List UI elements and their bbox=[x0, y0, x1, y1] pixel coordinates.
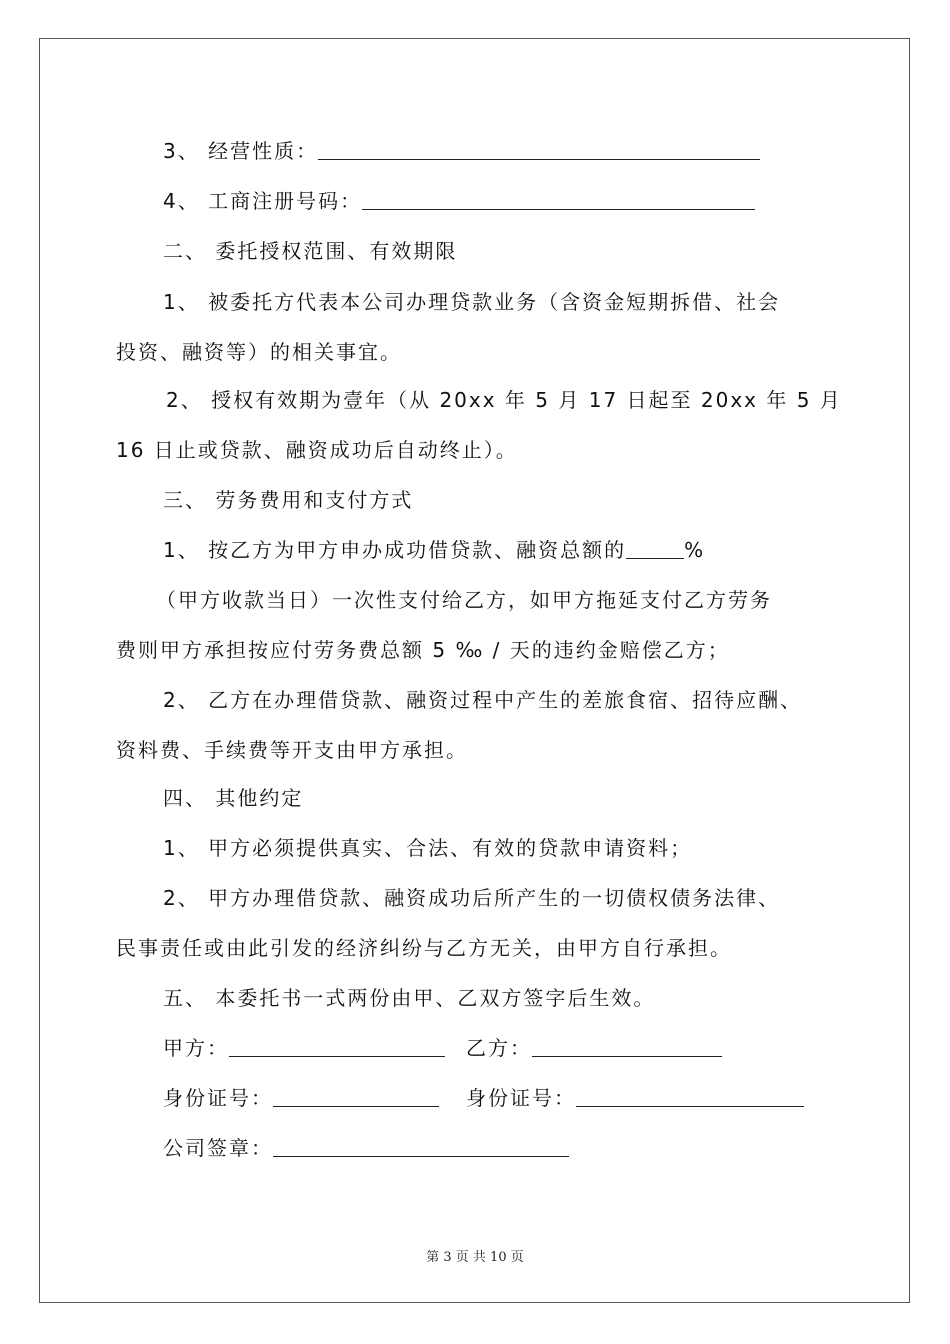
sign-party-b-label: 乙方： bbox=[466, 1036, 532, 1060]
sign-id-a-label: 身份证号： bbox=[163, 1086, 273, 1110]
sign-seal-label: 公司签章： bbox=[163, 1136, 273, 1160]
sign-id-b-label: 身份证号： bbox=[466, 1086, 576, 1110]
section4-item2-line1: 2、 甲方办理借贷款、融资成功后所产生的一切债权债务法律、 bbox=[163, 886, 781, 910]
section2-item2-line1: 2、 授权有效期为壹年（从 20xx 年 5 月 17 日起至 20xx 年 5 月 bbox=[166, 388, 842, 412]
party-b-blank[interactable] bbox=[532, 1032, 722, 1057]
id-b-blank[interactable] bbox=[576, 1082, 804, 1107]
sign-id-a bbox=[163, 1080, 439, 1116]
sign-id-b bbox=[466, 1080, 804, 1116]
field-reg-no bbox=[163, 183, 755, 219]
percent-sign: % bbox=[684, 538, 706, 562]
page-footer: 第 3 页 共 10 页 bbox=[426, 1250, 524, 1265]
field-reg-no-label: 4、 工商注册号码： bbox=[163, 189, 363, 213]
field-nature-blank[interactable] bbox=[318, 135, 760, 160]
section4-heading: 四、 其他约定 bbox=[163, 786, 304, 810]
section4-item2-line2: 民事责任或由此引发的经济纠纷与乙方无关，由甲方自行承担。 bbox=[116, 936, 732, 960]
section5-heading: 五、 本委托书一式两份由甲、乙双方签字后生效。 bbox=[163, 986, 656, 1010]
section2-item1-line2: 投资、融资等）的相关事宜。 bbox=[116, 340, 402, 364]
section3-item2-line2: 资料费、手续费等开支由甲方承担。 bbox=[116, 738, 468, 762]
section2-item1-line1: 1、 被委托方代表本公司办理贷款业务（含资金短期拆借、社会 bbox=[163, 290, 781, 314]
section3-item1-line3: 费则甲方承担按应付劳务费总额 5 ‰ / 天的违约金赔偿乙方； bbox=[116, 638, 730, 662]
section3-item2-line1: 2、 乙方在办理借贷款、融资过程中产生的差旅食宿、招待应酬、 bbox=[163, 688, 803, 712]
section3-item1-text: 1、 按乙方为甲方申办成功借贷款、融资总额的 bbox=[163, 538, 627, 562]
sign-party-a bbox=[163, 1030, 445, 1066]
sign-party-b bbox=[466, 1030, 722, 1066]
fee-percent-blank[interactable] bbox=[626, 534, 684, 559]
section2-item2-line2: 16 日止或贷款、融资成功后自动终止）。 bbox=[116, 438, 518, 462]
party-a-blank[interactable] bbox=[229, 1032, 445, 1057]
sign-seal bbox=[163, 1130, 569, 1166]
sign-party-a-label: 甲方： bbox=[163, 1036, 229, 1060]
section3-item1-line2: （甲方收款当日）一次性支付给乙方，如甲方拖延支付乙方劳务 bbox=[156, 588, 772, 612]
section3-heading: 三、 劳务费用和支付方式 bbox=[163, 488, 414, 512]
field-nature-label: 3、 经营性质： bbox=[163, 139, 319, 163]
id-a-blank[interactable] bbox=[273, 1082, 439, 1107]
field-nature bbox=[163, 133, 760, 169]
seal-blank[interactable] bbox=[273, 1132, 569, 1157]
section4-item1: 1、 甲方必须提供真实、合法、有效的贷款申请资料； bbox=[163, 836, 693, 860]
section3-item1-line1 bbox=[163, 532, 705, 568]
field-reg-no-blank[interactable] bbox=[362, 185, 755, 210]
section2-heading: 二、 委托授权范围、有效期限 bbox=[163, 239, 458, 263]
